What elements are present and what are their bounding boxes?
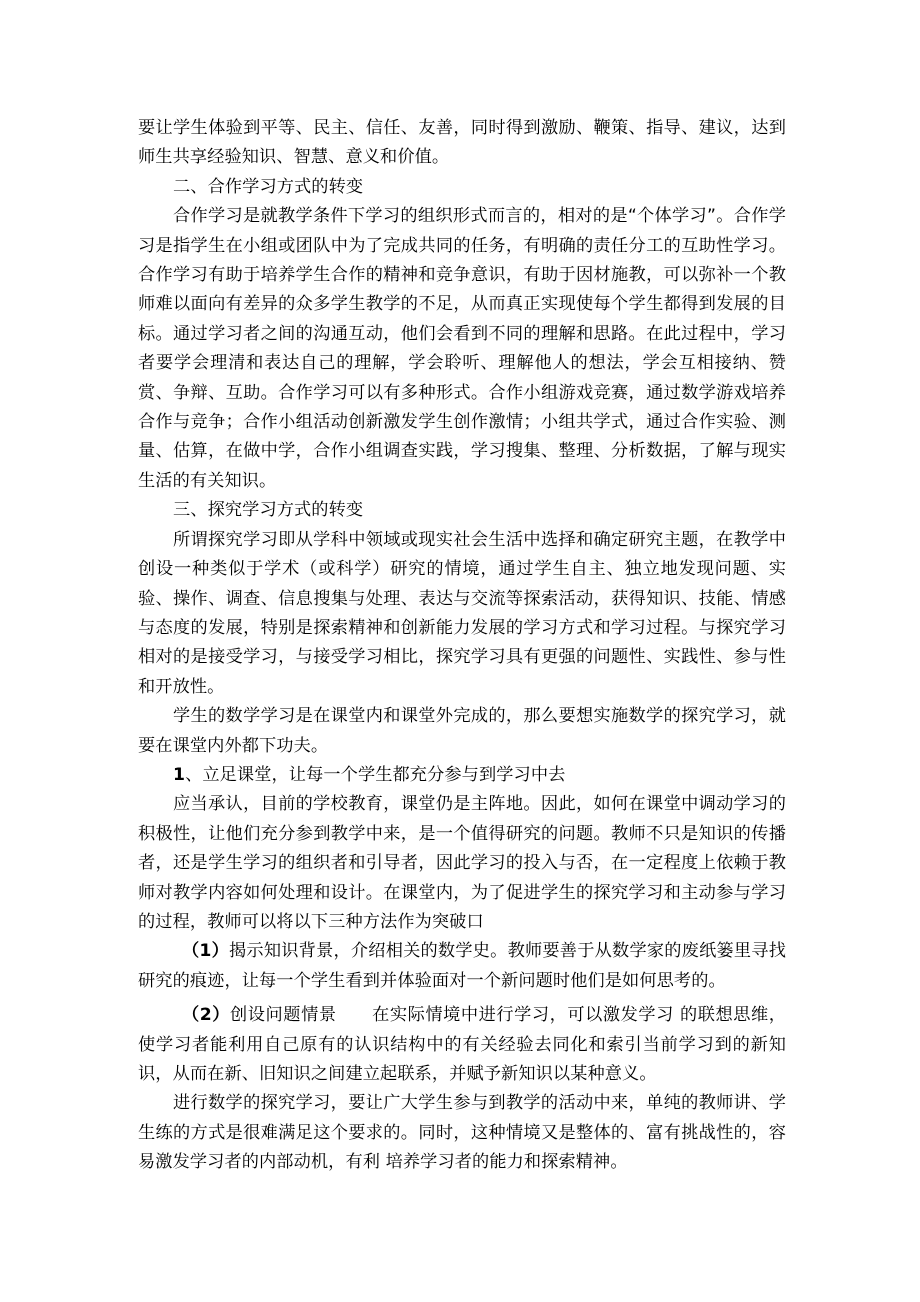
document-body — [138, 114, 786, 1178]
paragraph: 应当承认，目前的学校教育，课堂仍是主阵地。因此，如何在课堂中调动学习的积极性，让他们充分参到教学中来，是一个值得研究的问题。教师不只是知识的传播者，还是学生学习的组织者和引导者，因此学习的投入与否，在一定程度上依赖于教师对教学内容如何处理和设计。在课堂内，为了促进学生的探究学习和主动参与学习的过程，教师可以将以下三种方法作为突破口 — [138, 794, 786, 932]
subsection-number: 1 — [173, 764, 186, 785]
list-item — [138, 937, 786, 996]
list-item-number: （1） — [182, 941, 230, 962]
subsection-title: 、立足课堂，让每一个学生都充分参与到学习中去 — [185, 764, 566, 785]
paragraph: 学生的数学学习是在课堂内和课堂外完成的，那么要想实施数学的探究学习，就要在课堂内外都下功夫。 — [138, 706, 786, 756]
paragraph: 要让学生体验到平等、民主、信任、友善，同时得到激励、鞭策、指导、建议，达到师生共享经验知识、智慧、意义和价值。 — [138, 118, 786, 168]
list-item-text: 揭示知识背景，介绍相关的数学史。教师要善于从数学家的废纸篓里寻找研究的痕迹，让每一个学生看到并体验面对一个新问题时他们是如何思考的。 — [138, 941, 787, 991]
list-item-text: 创设问题情景 在实际情境中进行学习，可以激发学习 的联想思维，使学习者能利用自己原有的认识结构中的有关经验去同化和索引当前学习到的新知识，从而在新、旧知识之间建立起联系，并赋予新知识以某种意义。 — [138, 1005, 786, 1084]
subsection-heading — [138, 761, 786, 790]
paragraph: 进行数学的探究学习，要让广大学生参与到教学的活动中来，单纯的教师讲、学生练的方式是很难满足这个要求的。同时，这种情境又是整体的、富有挑战性的，容易激发学习者的内部动机，有利 培养学习者的能力和探索精神。 — [138, 1093, 786, 1173]
paragraph: 合作学习是就教学条件下学习的组织形式而言的，相对的是“个体学习”。合作学习是指学生在小组或团队中为了完成共同的任务，有明确的责任分工的互助性学习。合作学习有助于培养学生合作的精神和竞争意识，有助于因材施教，可以弥补一个教师难以面向有差异的众多学生教学的不足，从而真正实现使每个学生都得到发展的目标。通过学习者之间的沟通互动，他们会看到不同的理解和思路。在此过程中，学习者要学会理清和表达自己的理解，学会聆听、理解他人的想法，学会互相接纳、赞赏、争辩、互助。合作学习可以有多种形式。合作小组游戏竞赛，通过数学游戏培养合作与竞争；合作小组活动创新激发学生创作激情；小组共学式，通过合作实验、测量、估算，在做中学，合作小组调查实践，学习搜集、整理、分析数据，了解与现实生活的有关知识。 — [138, 206, 786, 491]
paragraph: 所谓探究学习即从学科中领域或现实社会生活中选择和确定研究主题，在教学中创设一种类似于学术（或科学）研究的情境，通过学生自主、独立地发现问题、实验、操作、调查、信息搜集与处理、表达与交流等探索活动，获得知识、技能、情感与态度的发展，特别是探索精神和创新能力发展的学习方式和学习过程。与探究学习相对的是接受学习，与接受学习相比，探究学习具有更强的问题性、实践性、参与性和开放性。 — [138, 529, 786, 697]
section-heading: 三、探究学习方式的转变 — [173, 500, 364, 521]
section-heading: 二、合作学习方式的转变 — [173, 176, 364, 197]
list-item-number: （2） — [182, 1005, 231, 1026]
list-item — [138, 1001, 786, 1089]
